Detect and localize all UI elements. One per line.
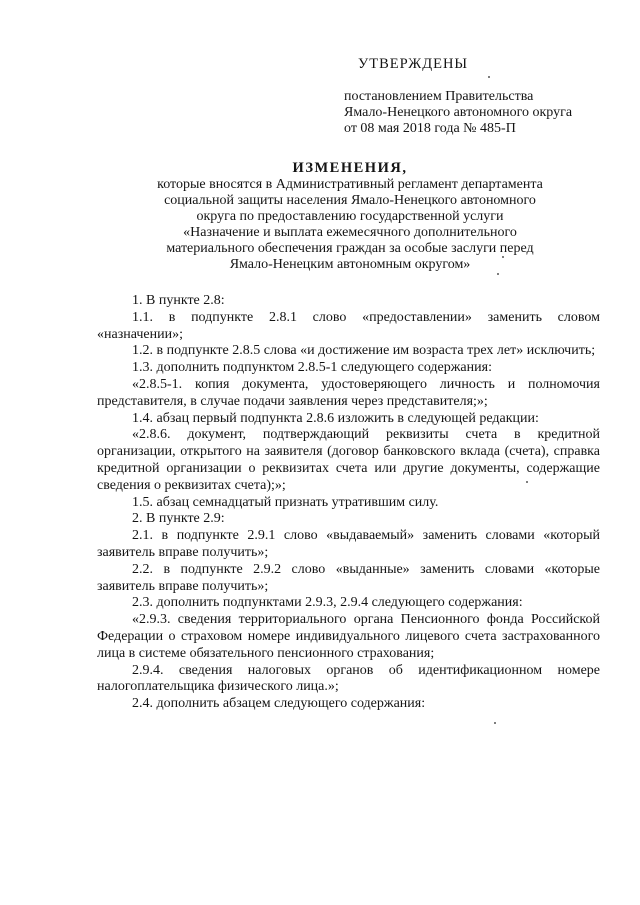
amendment-item: 1.1. в подпункте 2.8.1 слово «предоставлении» заменить словом «назначении»; xyxy=(97,309,600,342)
amendment-item: «2.8.6. документ, подтверждающий реквизиты счета в кредитной организации, открытого на заявителя (договор банковского вклада (счета), справка кредитной организации о реквизитах счета или другие документы, содержащие сведения о реквизитах счета);»; xyxy=(97,427,600,493)
subtitle-line: социальной защиты населения Ямало-Ненецкого автономного xyxy=(164,193,536,208)
subtitle-line: «Назначение и выплата ежемесячного дополнительного xyxy=(183,225,517,240)
scan-speck xyxy=(502,256,504,258)
amendment-item: 1.3. дополнить подпунктом 2.8.5-1 следующего содержания: xyxy=(132,360,492,376)
amendment-item: 2. В пункте 2.9: xyxy=(132,511,225,527)
amendment-item: «2.9.3. сведения территориального органа Пенсионного фонда Российской Федерации о страховом номере индивидуального лицевого счета застрахованного лица в системе обязательного пенсионного страхования; xyxy=(97,612,600,661)
title-block xyxy=(100,160,600,273)
scan-speck xyxy=(494,722,496,724)
approval-heading: УТВЕРЖДЕНЫ xyxy=(358,56,469,72)
amendment-item: 2.1. в подпункте 2.9.1 слово «выдаваемый» заменить словами «который заявитель вправе получить»; xyxy=(97,528,600,560)
subtitle-line: округа по предоставлению государственной услуги xyxy=(196,209,504,224)
amendment-item: 1.4. абзац первый подпункта 2.8.6 изложить в следующей редакции: xyxy=(132,410,539,426)
approval-block xyxy=(344,56,624,137)
amendment-item: 2.3. дополнить подпунктами 2.9.3, 2.9.4 следующего содержания: xyxy=(132,595,523,611)
amendment-item: 2.2. в подпункте 2.9.2 слово «выданные» заменить словами «которые заявитель вправе получить»; xyxy=(97,561,600,594)
scan-speck xyxy=(497,273,499,275)
amendment-item: 2.9.4. сведения налоговых органов об идентификационном номере налогоплательщика физического лица.»; xyxy=(97,662,600,695)
approval-line: постановлением Правительства xyxy=(344,89,534,104)
amendment-item: «2.8.5-1. копия документа, удостоверяющего личность и полномочия представителя, в случае подачи заявления через представителя;»; xyxy=(97,376,600,409)
amendment-item: 2.4. дополнить абзацем следующего содержания: xyxy=(132,696,426,712)
document-title: ИЗМЕНЕНИЯ, xyxy=(292,160,408,176)
amendment-item: 1.5. абзац семнадцатый признать утратившим силу. xyxy=(132,494,439,510)
approval-line: Ямало-Ненецкого автономного округа xyxy=(344,105,573,120)
scan-speck xyxy=(526,481,528,483)
amendment-item: 1.2. в подпункте 2.8.5 слова «и достижение им возраста трех лет» исключить; xyxy=(132,343,596,359)
subtitle-line: Ямало-Ненецким автономным округом» xyxy=(229,257,471,272)
subtitle-line: которые вносятся в Административный регламент департамента xyxy=(157,177,543,192)
scan-speck xyxy=(488,76,490,78)
amendments-body xyxy=(97,293,600,713)
amendment-item: 1. В пункте 2.8: xyxy=(132,293,225,308)
subtitle-line: материального обеспечения граждан за особые заслуги перед xyxy=(166,241,534,256)
approval-line: от 08 мая 2018 года № 485-П xyxy=(344,121,516,136)
